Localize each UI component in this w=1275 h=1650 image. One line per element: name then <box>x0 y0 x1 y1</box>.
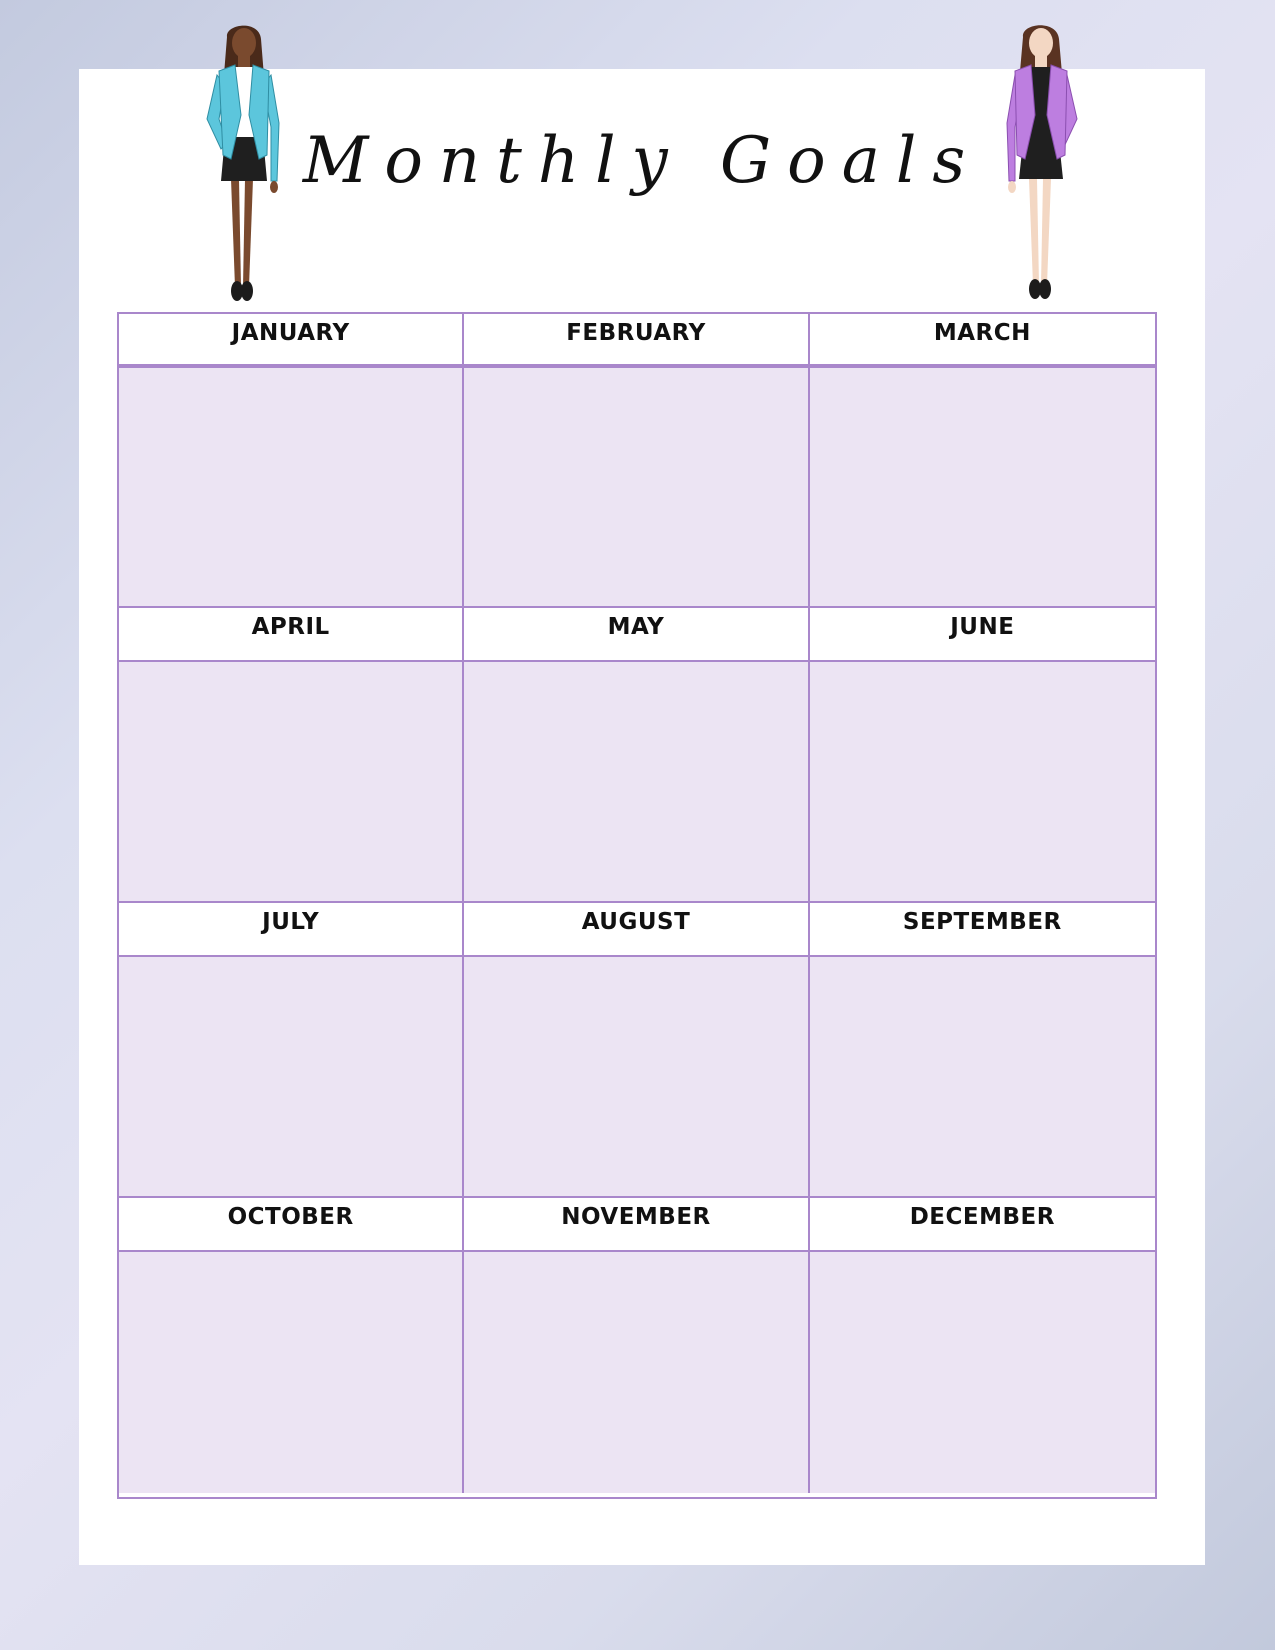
month-header-may: MAY <box>464 608 809 662</box>
goal-area-november[interactable] <box>464 1252 809 1493</box>
goal-area-july[interactable] <box>119 957 464 1198</box>
month-header-september: SEPTEMBER <box>810 903 1155 957</box>
goal-area-march[interactable] <box>810 368 1155 608</box>
goal-area-september[interactable] <box>810 957 1155 1198</box>
month-header-february: FEBRUARY <box>464 314 809 368</box>
month-header-january: JANUARY <box>119 314 464 368</box>
planner-page <box>79 69 1205 1565</box>
month-header-july: JULY <box>119 903 464 957</box>
goal-area-december[interactable] <box>810 1252 1155 1493</box>
goal-area-may[interactable] <box>464 662 809 903</box>
month-header-april: APRIL <box>119 608 464 662</box>
month-header-august: AUGUST <box>464 903 809 957</box>
month-header-march: MARCH <box>810 314 1155 368</box>
goal-area-february[interactable] <box>464 368 809 608</box>
month-header-october: OCTOBER <box>119 1198 464 1252</box>
month-header-november: NOVEMBER <box>464 1198 809 1252</box>
month-header-december: DECEMBER <box>810 1198 1155 1252</box>
month-header-june: JUNE <box>810 608 1155 662</box>
goal-area-october[interactable] <box>119 1252 464 1493</box>
goal-area-april[interactable] <box>119 662 464 903</box>
goal-area-august[interactable] <box>464 957 809 1198</box>
goal-area-june[interactable] <box>810 662 1155 903</box>
page-title: Monthly Goals <box>302 124 982 198</box>
goal-area-january[interactable] <box>119 368 464 608</box>
monthly-goals-grid <box>117 312 1157 1499</box>
